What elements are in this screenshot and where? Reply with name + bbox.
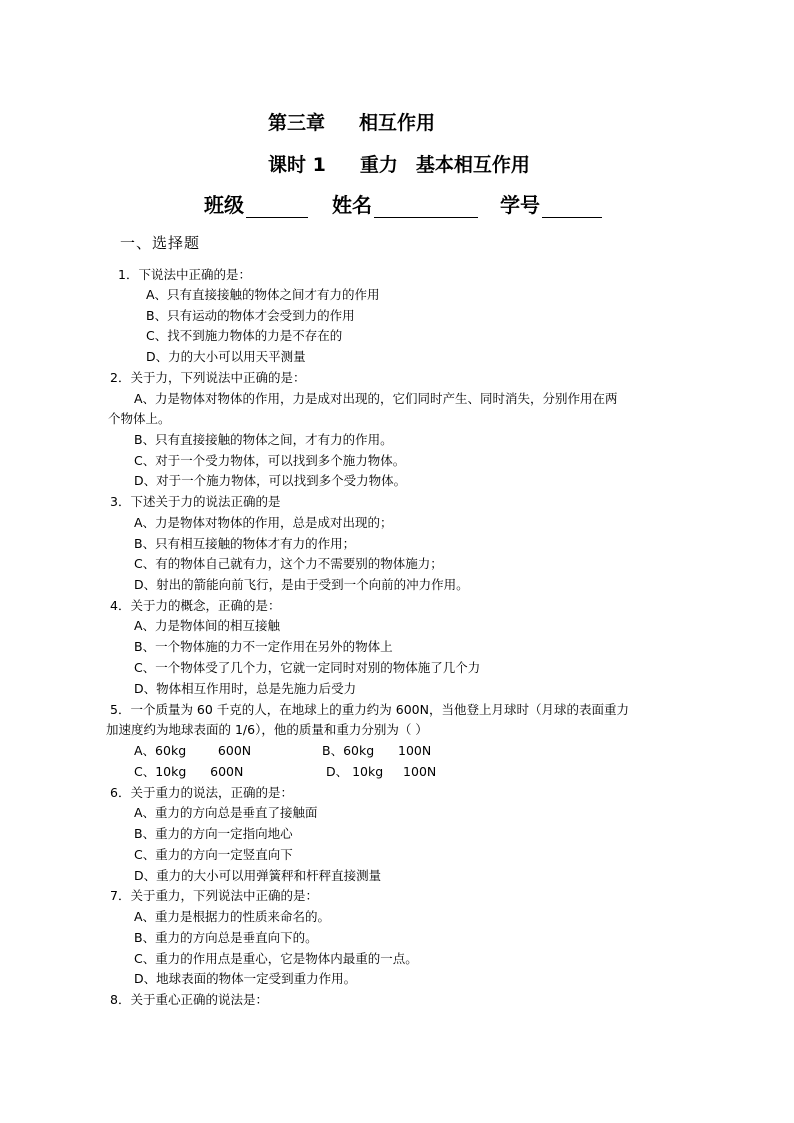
option-4b: B、一个物体施的力不一定作用在另外的物体上: [134, 639, 393, 654]
option-6a: A、重力的方向总是垂直了接触面: [134, 805, 318, 820]
question-5-cont: 加速度约为地球表面的 1/6），他的质量和重力分别为（ ）: [106, 722, 428, 737]
option-3d: D、射出的箭能向前飞行，是由于受到一个向前的冲力作用。: [134, 577, 469, 592]
question-1: 1．下说法中正确的是：: [118, 267, 251, 282]
question-7: 7．关于重力，下列说法中正确的是：: [110, 888, 318, 903]
option-2a-cont: 个物体上。: [108, 411, 171, 426]
question-3: 3．下述关于力的说法正确的是: [110, 494, 281, 509]
name-label: 姓名: [332, 193, 372, 217]
chapter-name: 相互作用: [359, 112, 436, 134]
option-4c: C、一个物体受了几个力，它就一定同时对别的物体施了几个力: [134, 660, 481, 675]
lesson-topic-a: 重力: [359, 154, 398, 176]
option-1d: D、力的大小可以用天平测量: [146, 349, 306, 364]
id-field: [500, 189, 602, 218]
chapter-title: [268, 108, 435, 135]
question-4: 4．关于力的概念，正确的是：: [110, 598, 281, 613]
lesson-topic-b: 基本相互作用: [415, 154, 530, 176]
question-2: 2．关于力，下列说法中正确的是：: [110, 370, 306, 385]
option-6b: B、重力的方向一定指向地心: [134, 826, 293, 841]
option-5d: D、 10kg 100N: [326, 764, 437, 779]
question-6: 6．关于重力的说法，正确的是：: [110, 785, 293, 800]
option-2d: D、对于一个施力物体，可以找到多个受力物体。: [134, 473, 407, 488]
option-1a: A、只有直接接触的物体之间才有力的作用: [146, 287, 380, 302]
option-3b: B、只有相互接触的物体才有力的作用；: [134, 536, 356, 551]
option-7c: C、重力的作用点是重心，它是物体内最重的一点。: [134, 951, 418, 966]
class-blank[interactable]: [246, 197, 308, 218]
class-label: 班级: [204, 193, 244, 217]
option-7d: D、地球表面的物体一定受到重力作用。: [134, 971, 357, 986]
option-7a: A、重力是根据力的性质来命名的。: [134, 909, 331, 924]
class-field: [204, 189, 308, 218]
option-6d: D、重力的大小可以用弹簧秤和杆秤直接测量: [134, 868, 382, 883]
question-5: 5．一个质量为 60 千克的人，在地球上的重力约为 600N，当他登上月球时（月球的表面重力: [110, 702, 629, 717]
section-title: 一、选择题: [120, 234, 201, 252]
option-5a: A、60kg 600N: [134, 743, 252, 758]
id-label: 学号: [500, 193, 540, 217]
option-5c: C、10kg 600N: [134, 764, 244, 779]
option-4a: A、力是物体间的相互接触: [134, 618, 281, 633]
id-blank[interactable]: [542, 197, 602, 218]
chapter-number: 第三章: [268, 112, 326, 134]
option-6c: C、重力的方向一定竖直向下: [134, 847, 293, 862]
option-3c: C、有的物体自己就有力，这个力不需要别的物体施力；: [134, 556, 443, 571]
option-2a: A、力是物体对物体的作用，力是成对出现的，它们同时产生、同时消失，分别作用在两: [134, 391, 618, 406]
lesson-title: [268, 150, 530, 177]
option-3a: A、力是物体对物体的作用，总是成对出现的；: [134, 515, 393, 530]
student-info-row: [204, 189, 602, 218]
option-2c: C、对于一个受力物体，可以找到多个施力物体。: [134, 453, 406, 468]
option-1b: B、只有运动的物体才会受到力的作用: [146, 308, 355, 323]
option-4d: D、物体相互作用时，总是先施力后受力: [134, 681, 357, 696]
name-field: [332, 189, 478, 218]
name-blank[interactable]: [374, 197, 478, 218]
option-1c: C、找不到施力物体的力是不存在的: [146, 328, 343, 343]
option-7b: B、重力的方向总是垂直向下的。: [134, 930, 318, 945]
question-8: 8．关于重心正确的说法是：: [110, 992, 268, 1007]
lesson-number: 课时 1: [268, 154, 326, 176]
option-5b: B、60kg 100N: [322, 743, 432, 758]
option-2b: B、只有直接接触的物体之间，才有力的作用。: [134, 432, 393, 447]
